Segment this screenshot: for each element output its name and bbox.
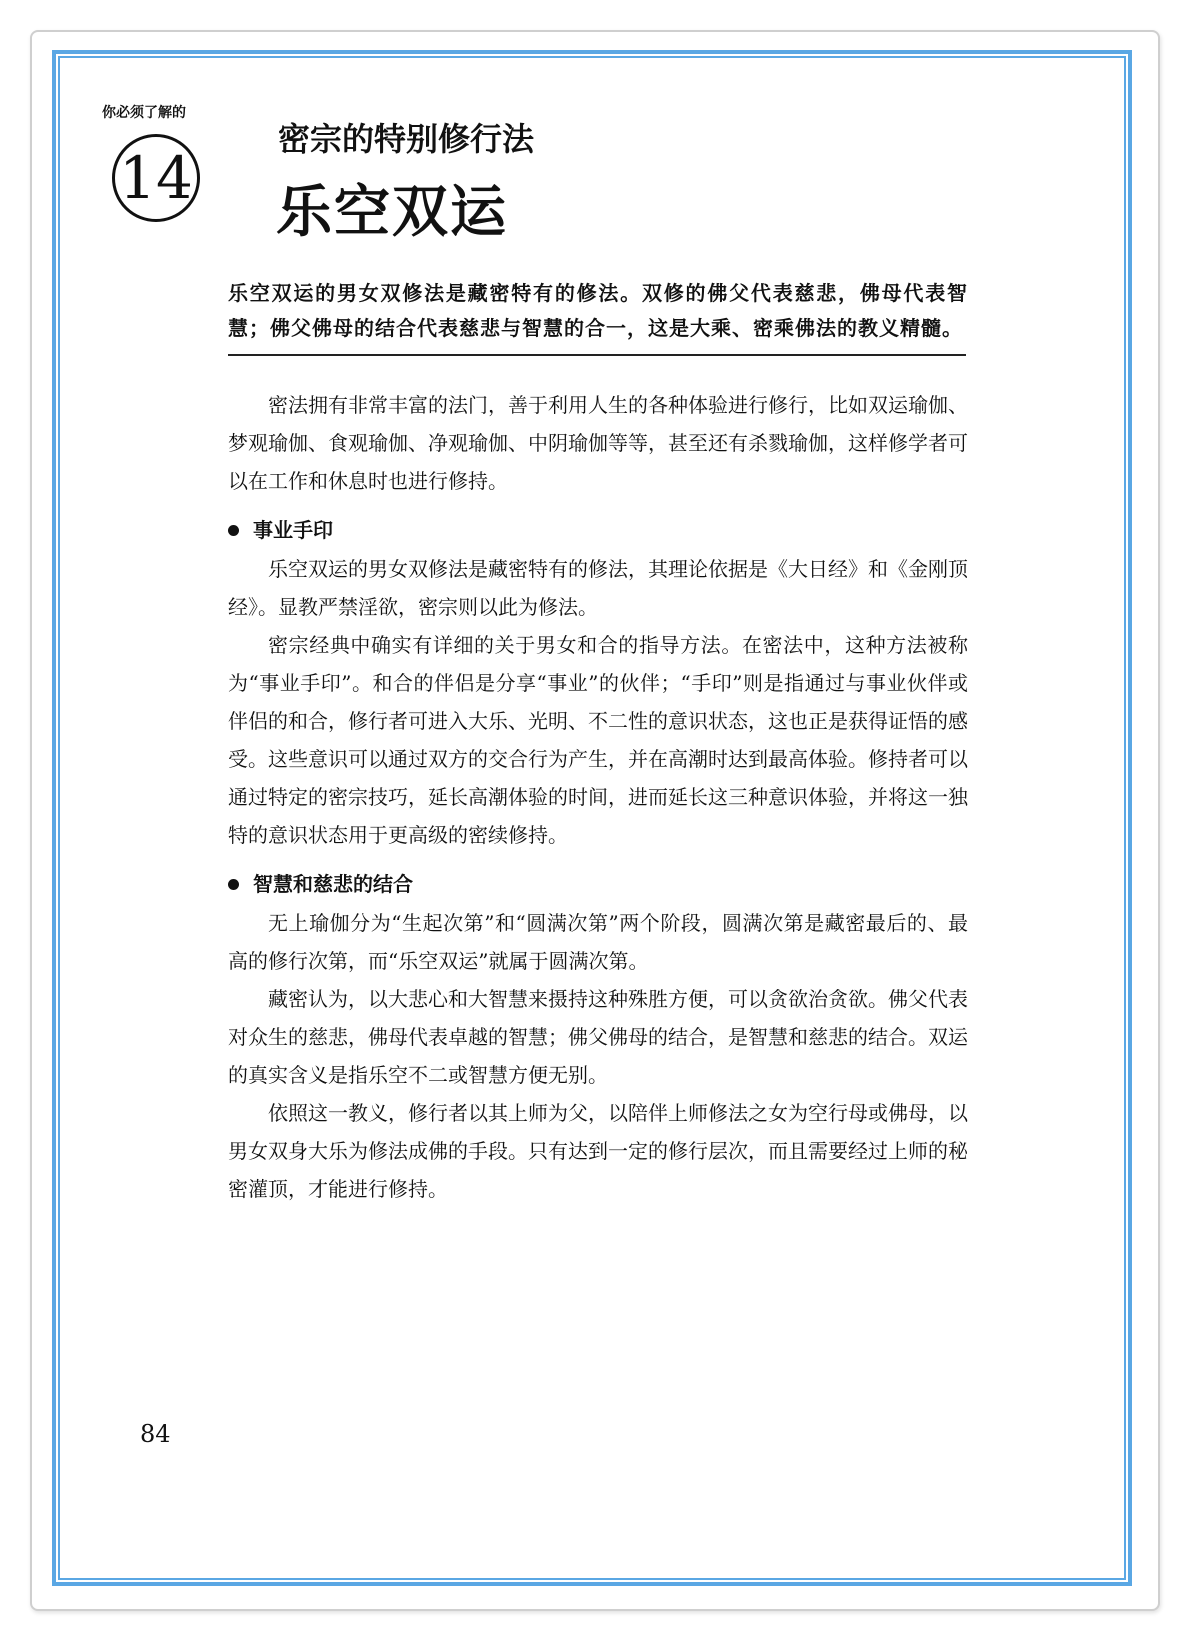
section-heading-label: 事业手印 (253, 518, 333, 542)
paragraph: 密宗经典中确实有详细的关于男女和合的指导方法。在密法中，这种方法被称为“事业手印”。和合的伴侣是分享“事业”的伙伴；“手印”则是指通过与事业伙伴或伴侣的和合，修行者可进入大乐、光明、不二性的意识状态，这也正是获得证悟的感受。这些意识可以通过双方的交合行为产生，并在高潮时达到最高体验。修持者可以通过特定的密宗技巧，延长高潮体验的时间，进而延长这三种意识体验，并将这一独特的意识状态用于更高级的密续修持。 (228, 633, 968, 847)
chapter-number-badge (112, 134, 200, 222)
paragraph: 依照这一教义，修行者以其上师为父，以陪伴上师修法之女为空行母或佛母，以男女双身大乐为修法成佛的手段。只有达到一定的修行层次，而且需要经过上师的秘密灌顶，才能进行修持。 (228, 1101, 968, 1201)
paragraph: 无上瑜伽分为“生起次第”和“圆满次第”两个阶段，圆满次第是藏密最后的、最高的修行次第，而“乐空双运”就属于圆满次第。 (228, 911, 968, 973)
divider-rule (228, 354, 966, 356)
section-heading-shiye (228, 512, 968, 548)
chapter-title: 乐空双运 (276, 180, 508, 245)
paragraph: 乐空双运的男女双修法是藏密特有的修法，其理论依据是《大日经》和《金刚顶经》。显教严禁淫欲，密宗则以此为修法。 (228, 557, 968, 619)
paragraph: 藏密认为，以大悲心和大智慧来摄持这种殊胜方便，可以贪欲治贪欲。佛父代表对众生的慈悲，佛母代表卓越的智慧；佛父佛母的结合，是智慧和慈悲的结合。双运的真实含义是指乐空不二或智慧方便无别。 (228, 987, 968, 1087)
section-heading-zhihui (228, 866, 968, 902)
intro-summary: 乐空双运的男女双修法是藏密特有的修法。双修的佛父代表慈悲，佛母代表智慧；佛父佛母的结合代表慈悲与智慧的合一，这是大乘、密乘佛法的教义精髓。 (228, 281, 968, 340)
chapter-subtitle: 密宗的特别修行法 (278, 120, 535, 158)
page-number: 84 (140, 1420, 171, 1448)
chapter-number: 14 (119, 144, 193, 212)
bullet-icon (228, 879, 239, 890)
section-heading-label: 智慧和慈悲的结合 (253, 872, 413, 896)
paragraph: 密法拥有非常丰富的法门，善于利用人生的各种体验进行修行，比如双运瑜伽、梦观瑜伽、食观瑜伽、净观瑜伽、中阴瑜伽等等，甚至还有杀戮瑜伽，这样修学者可以在工作和休息时也进行修持。 (228, 393, 968, 493)
section-kicker: 你必须了解的 (102, 105, 186, 121)
body-text (228, 386, 968, 1208)
bullet-icon (228, 525, 239, 536)
